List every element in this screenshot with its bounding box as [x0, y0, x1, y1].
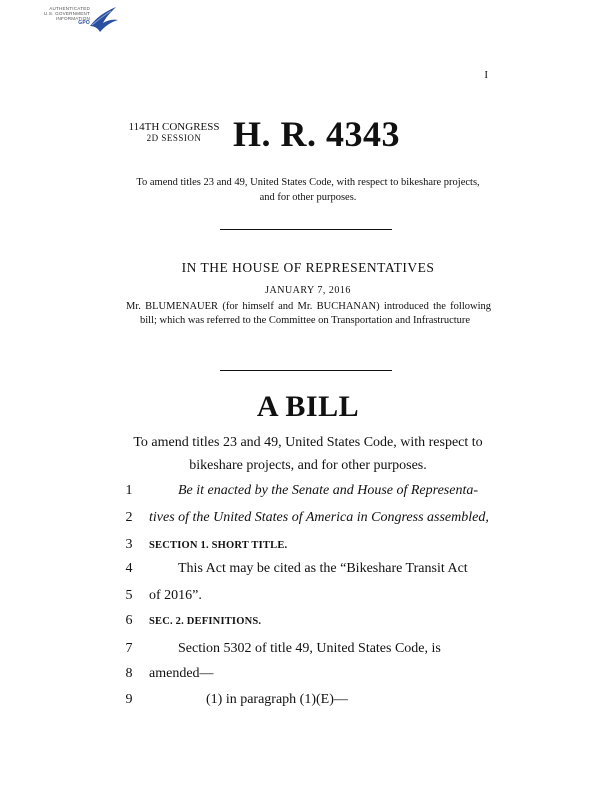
line-number: 6 — [125, 613, 133, 628]
line-number: 2 — [125, 510, 133, 525]
bill-text-line: tives of the United States of America in Congress assembled, — [149, 510, 489, 525]
sponsor-prefix: Mr. — [126, 301, 146, 312]
page-number: I — [484, 69, 488, 81]
bill-text-line: Section 5302 of title 49, United States Code, is — [178, 641, 441, 656]
seal-mark: GPO — [78, 20, 90, 26]
bill-text-line: (1) in paragraph (1)(E)— — [206, 692, 348, 707]
seal-text — [30, 6, 90, 26]
line-number: 1 — [125, 483, 133, 498]
bill-title: A BILL — [256, 390, 360, 423]
seal-text-line: U.S. GOVERNMENT — [43, 11, 90, 16]
line-number: 7 — [125, 641, 133, 656]
sponsor-name: BLUMENAUER — [145, 301, 219, 312]
section-heading: SECTION 1. SHORT TITLE. — [149, 540, 288, 551]
sponsor-mid: (for himself and Mr. — [218, 301, 317, 312]
line-number: 8 — [125, 666, 133, 681]
introduction-date: JANUARY 7, 2016 — [265, 285, 351, 296]
bill-text-line: of 2016”. — [149, 588, 202, 603]
line-number: 4 — [125, 561, 133, 576]
eagle-icon — [86, 4, 122, 34]
session-label: 2D SESSION — [146, 133, 202, 143]
divider — [220, 229, 392, 230]
seal-text-line: INFORMATION — [55, 16, 90, 21]
bill-text-line: This Act may be cited as the “Bikeshare Transit Act — [178, 561, 468, 576]
line-number: 5 — [125, 588, 133, 603]
divider — [220, 370, 392, 371]
bill-text-line: amended— — [149, 666, 214, 681]
bill-text-line: Be it enacted by the Senate and House of Representa- — [178, 483, 478, 498]
bill-purpose: To amend titles 23 and 49, United States Code, with respect to bikeshare projects, and for other purposes. — [133, 435, 483, 473]
header-purpose: To amend titles 23 and 49, United States Code, with respect to bikeshare projects, and for other purposes. — [136, 177, 480, 203]
line-number: 9 — [125, 692, 133, 707]
sponsor-statement — [126, 300, 491, 328]
congress-label: 114TH CONGRESS — [128, 121, 220, 133]
sponsor-rest: ) introduced the following bill; which was referred to the Committee on Transportation and Infrastructure — [140, 301, 491, 326]
bill-number: H. R. 4343 — [233, 114, 400, 154]
cosponsor-name: BUCHANAN — [316, 301, 377, 312]
section-heading: SEC. 2. DEFINITIONS. — [149, 616, 262, 627]
gpo-authentication-seal — [30, 4, 122, 34]
chamber-heading: IN THE HOUSE OF REPRESENTATIVES — [181, 260, 435, 275]
seal-text-line: AUTHENTICATED — [49, 6, 90, 11]
line-number: 3 — [125, 537, 133, 552]
